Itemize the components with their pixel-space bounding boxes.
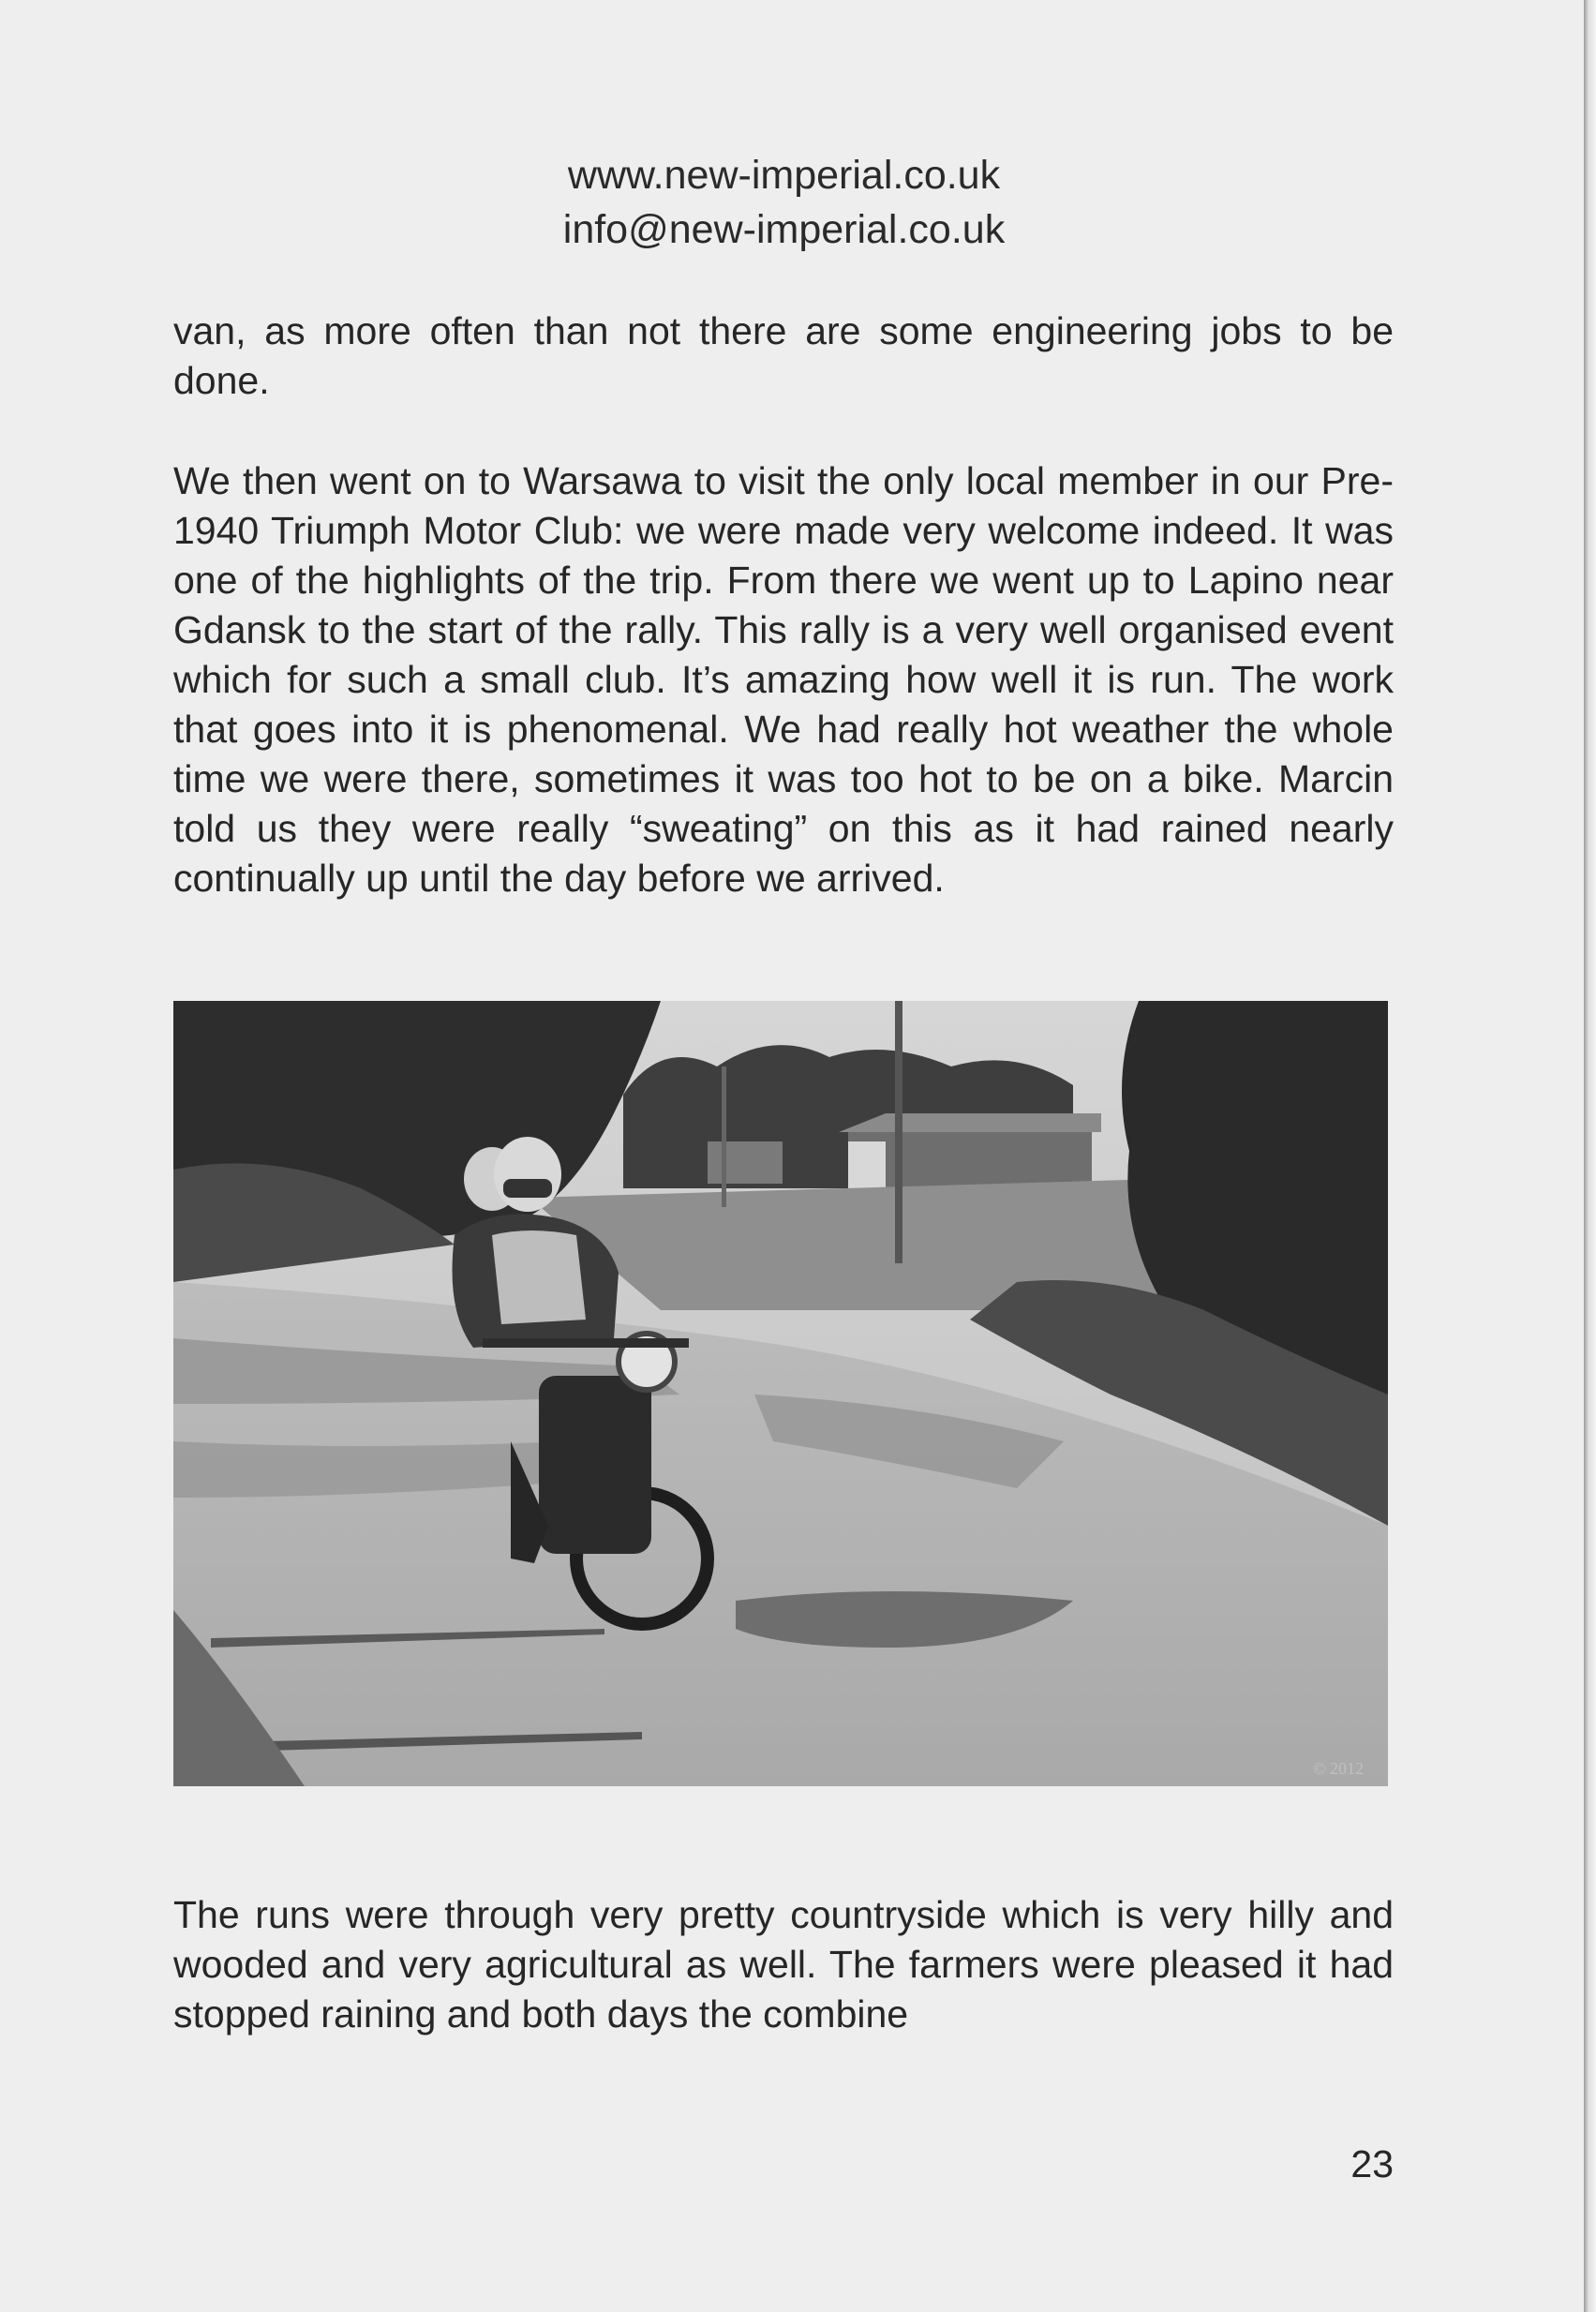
page-header	[0, 148, 1568, 257]
email-address: info@new-imperial.co.uk	[562, 207, 1006, 252]
body-paragraph: van, as more often than not there are some engineering jobs to be done.	[173, 309, 1394, 402]
page-edge	[1584, 0, 1596, 2312]
svg-text:© 2012: © 2012	[1312, 1759, 1364, 1778]
motorcycle-photo	[173, 1001, 1388, 1786]
page-number: 23	[1350, 2142, 1394, 2185]
body-paragraph: We then went on to Warsawa to visit the only local member in our Pre-1940 Triumph Motor Club: we were made very welcome indeed. It was one of the highlights of the trip. From there we went up to Lapino near Gdansk to the start of the rally. This rally is a very well organised event which for such a small club. It’s amazing how well it is run. The work that goes into it is phenomenal. We had really hot weather the whole time we were there, sometimes it was too hot to be on a bike. Marcin told us they were really “sweating” on this as it had rained nearly continually up until the day before we arrived.	[173, 459, 1394, 900]
website-url: www.new-imperial.co.uk	[567, 153, 1001, 198]
body-paragraph: The runs were through very pretty countryside which is very hilly and wooded and very agricultural as well. The farmers were pleased it had stopped raining and both days the combine	[173, 1893, 1394, 2036]
